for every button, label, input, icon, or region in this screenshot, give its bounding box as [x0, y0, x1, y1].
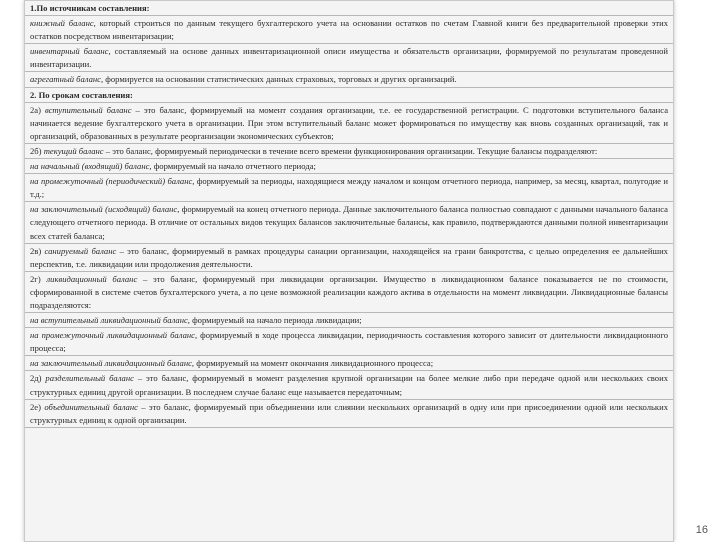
paragraph-text: – это баланс, формируемый на момент создания организации, т.е. ее государственной регистрации. С подготовки вступительного баланса начинается ведение бухгалтерского учета в организации. При этом вступительный баланс может формироваться по имуществу как вновь созданных организаций, так и организаций, образованных в результате реорганизации экономических субъектов; — [30, 104, 669, 141]
paragraph-text: , формируемый на конец отчетного периода. Данные заключительного баланса полностью совпадают с данными начального баланса следующего отчетного периода. В отличие от остальных видов текущих балансов заключительные балансы, как правило, подтверждаются данными полной инвентаризации всех статей баланса; — [30, 204, 668, 241]
paragraph-text: 2. По срокам составления: — [30, 89, 133, 100]
paragraph-text: , формируемый в ходе процесса ликвидации, периодичность составления которого зависит от длительности ликвидационного процесса; — [30, 330, 668, 354]
term: на промежуточный (периодический) баланс — [30, 176, 193, 187]
term: ликвидационный баланс — [46, 273, 138, 284]
term: на заключительный ликвидационный баланс — [30, 358, 192, 369]
paragraph-text: – это баланс, формируемый в рамках процедуры санации организации, находящейся на грани банкротства, с целью определения ее дальнейших перспектив, т.е. ликвидации или продолжения деятельности. — [30, 245, 668, 269]
paragraph-text: , составляемый на основе данных инвентаризационной описи имущества и обязательств организации, формируемой по результатам проведенной инвентаризации. — [30, 46, 668, 70]
item-prefix: 2е) — [30, 401, 45, 412]
paragraph — [25, 356, 673, 371]
paragraph-text: , который строиться по данным текущего бухгалтерского учета на основании остатков по счетам Главной книги без предварительной проверки этих остатков посредством инвентаризации; — [30, 18, 669, 42]
paragraph-text: – это баланс, формируемый при объединении или слиянии нескольких организаций в одну или при присоединении одной или нескольких структурных единиц к одной организации. — [30, 401, 668, 425]
term: санируемый баланс — [44, 245, 117, 256]
term: объединительный баланс — [44, 401, 138, 412]
paragraph — [25, 16, 673, 44]
table-row — [25, 1, 673, 16]
table-row — [25, 174, 673, 202]
table-row — [25, 271, 673, 312]
table-row — [25, 356, 673, 371]
paragraph — [25, 143, 673, 158]
term: вступительный баланс — [44, 104, 132, 115]
table-row — [25, 72, 673, 87]
term: текущий баланс — [43, 145, 104, 156]
paragraph-text: , формируемый на начало отчетного периода; — [149, 161, 316, 172]
paragraph — [25, 371, 673, 399]
term: на вступительный ликвидационный баланс — [30, 315, 188, 326]
paragraph — [25, 328, 673, 356]
item-prefix: 2а) — [30, 104, 45, 115]
paragraph-text: – это баланс, формируемый при ликвидации организации. Имущество в ликвидационном балансе показывается не по стоимости, сформированной в системе счетов бухгалтерского учета, а по цене возможной реализации каждого актива в отдельности на момент ликвидации. Ликвидационные балансы подразделяются: — [30, 273, 668, 310]
term: агрегатный баланс — [30, 74, 101, 85]
table-row — [25, 44, 673, 72]
table-row — [25, 143, 673, 158]
paragraph — [25, 399, 673, 427]
item-prefix: 2б) — [30, 145, 44, 156]
paragraph — [25, 159, 673, 174]
paragraph — [25, 102, 673, 143]
term: разделительный баланс — [45, 373, 134, 384]
term: на промежуточный ликвидационный баланс — [30, 330, 195, 341]
paragraph-text: – это баланс, формируемый периодически в течение всего времени функционирования организации. Текущие балансы подразделяют: — [103, 145, 598, 156]
item-prefix: 2г) — [30, 273, 47, 284]
paragraph — [25, 202, 673, 243]
table-row — [25, 87, 673, 102]
paragraph — [25, 313, 673, 328]
page-number: 16 — [695, 524, 708, 536]
term: на заключительный (исходящий) баланс — [30, 204, 178, 215]
paragraph-text: , формируется на основании статистических данных страховых, торговых и других организаций. — [101, 74, 457, 85]
term: на начальный (входящий) баланс — [30, 161, 150, 172]
table-row — [25, 16, 673, 44]
table-row — [25, 313, 673, 328]
table-row — [25, 202, 673, 243]
term: инвентарный баланс — [30, 46, 109, 57]
paragraph — [25, 1, 673, 16]
paragraph-text: , формируемый на начало периода ликвидации; — [187, 315, 362, 326]
table-row — [25, 102, 673, 143]
paragraph — [25, 271, 673, 312]
paragraph-text: – это баланс, формируемый в момент разделения крупной организации на более мелкие либо при передаче одной или нескольких своих структурных единиц другой организации. В последнем случае баланс еще называется передаточным; — [30, 373, 669, 397]
paragraph-text: , формируемый за периоды, находящиеся между началом и концом отчетного периода, например, за месяц, квартал, полугодие и т.д.; — [30, 176, 668, 200]
paragraph — [25, 87, 673, 102]
table-row — [25, 328, 673, 356]
paragraph — [25, 44, 673, 72]
table-row — [25, 399, 673, 427]
text-table — [25, 1, 673, 428]
document-page — [24, 0, 674, 542]
table-row — [25, 243, 673, 271]
paragraph — [25, 174, 673, 202]
paragraph-text: 1.По источникам составления: — [30, 3, 150, 13]
paragraph — [25, 243, 673, 271]
paragraph — [25, 72, 673, 87]
table-row — [25, 159, 673, 174]
item-prefix: 2в) — [30, 245, 45, 256]
paragraph-text: , формируемый на момент окончания ликвидационного процесса; — [191, 358, 434, 369]
term: книжный баланс — [30, 18, 94, 29]
table-row — [25, 371, 673, 399]
item-prefix: 2д) — [30, 373, 46, 384]
